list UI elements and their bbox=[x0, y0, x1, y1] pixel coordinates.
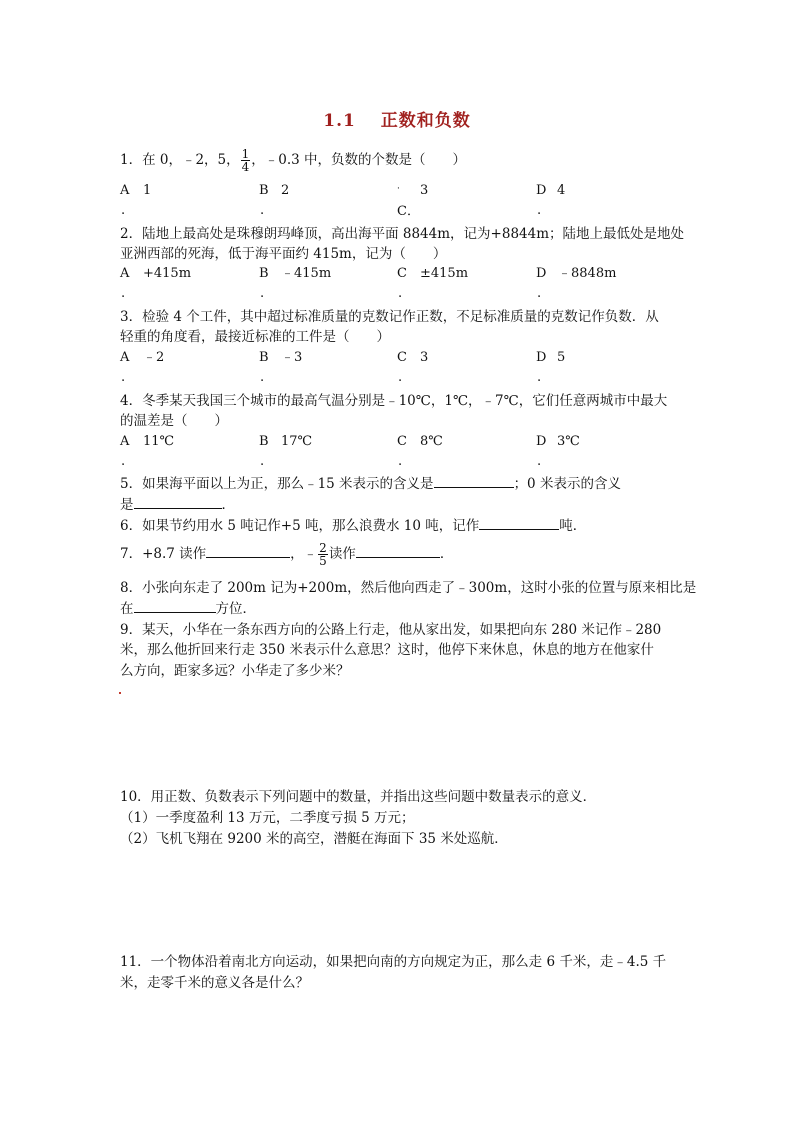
question-4-line-1: 4．冬季某天我国三个城市的最高气温分别是﹣10℃，1℃，﹣7℃，它们任意两城市中最大 bbox=[120, 393, 668, 409]
question-10-line-2: （1）一季度盈利 13 万元，二季度亏损 5 万元； bbox=[120, 810, 415, 826]
fraction-two-fifths bbox=[318, 542, 328, 567]
answer-blank[interactable] bbox=[434, 473, 514, 488]
option-d-letter: D bbox=[536, 183, 547, 198]
option-a-text: +415m bbox=[143, 266, 192, 281]
question-5-line-2 bbox=[120, 494, 235, 515]
question-10-line-1: 10．用正数、负数表示下列问题中的数量，并指出这些问题中数量表示的意义． bbox=[120, 789, 597, 805]
option-d-text: ﹣8848m bbox=[558, 266, 617, 281]
answer-blank[interactable] bbox=[134, 494, 222, 509]
option-b-dot: . bbox=[260, 203, 265, 218]
fraction-denominator: 5 bbox=[319, 554, 327, 568]
option-a-letter: A bbox=[120, 266, 130, 281]
question-11-line-2: 米，走零千米的意义各是什么？ bbox=[120, 975, 309, 991]
option-b-dot: . bbox=[260, 370, 265, 385]
option-d-dot: . bbox=[537, 286, 542, 301]
option-c-dot: . bbox=[398, 286, 403, 301]
option-b-text: 2 bbox=[281, 183, 290, 198]
question-7-text-end: ． bbox=[439, 546, 454, 562]
option-c-letter: C． bbox=[397, 204, 420, 219]
option-a-letter: A bbox=[120, 434, 130, 449]
option-a-dot: . bbox=[121, 286, 126, 301]
option-c-text: 3 bbox=[420, 350, 429, 365]
option-b-text: ﹣3 bbox=[281, 350, 303, 365]
question-3-line-2: 轻重的角度看，最接近标准的工件是（ ） bbox=[120, 329, 390, 345]
question-7-text: 7．+8.7 读作 bbox=[120, 546, 207, 562]
option-c-dot: . bbox=[398, 370, 403, 385]
question-5-text-after: ；0 米表示的含义 bbox=[513, 476, 621, 492]
option-b-dot: . bbox=[260, 454, 265, 469]
option-b-letter: B bbox=[259, 183, 269, 198]
question-6 bbox=[120, 515, 586, 536]
question-6-text: 6．如果节约用水 5 吨记作+5 吨，那么浪费水 10 吨，记作 bbox=[120, 518, 480, 534]
question-10-line-3: （2）飞机飞翔在 9200 米的高空，潜艇在海面下 35 米处巡航． bbox=[120, 831, 508, 847]
question-11-line-1: 11．一个物体沿着南北方向运动，如果把向南的方向规定为正，那么走 6 千米，走﹣4.5 千 bbox=[120, 954, 667, 970]
answer-blank[interactable] bbox=[356, 543, 440, 558]
option-c-letter: C bbox=[397, 434, 407, 449]
option-b-text: 17℃ bbox=[281, 434, 313, 449]
option-c-text: 3 bbox=[420, 183, 429, 198]
option-b-letter: B bbox=[259, 266, 269, 281]
option-d-dot: . bbox=[537, 454, 542, 469]
question-5-line-1 bbox=[120, 473, 621, 494]
answer-blank[interactable] bbox=[206, 543, 290, 558]
question-7-text-2: ，﹣ bbox=[290, 546, 318, 562]
option-c-mark: · bbox=[397, 184, 400, 194]
question-9-line-1: 9．某天，小华在一条东西方向的公路上行走，他从家出发，如果把向东 280 米记作﹣280 bbox=[120, 622, 662, 638]
question-7-text-3: 读作 bbox=[328, 546, 356, 562]
question-8-text-after: 方位． bbox=[215, 601, 256, 617]
option-a-text: 11℃ bbox=[143, 434, 175, 449]
page-title: 1.1 正数和负数 bbox=[323, 111, 471, 131]
option-d-text: 4 bbox=[557, 183, 566, 198]
question-5-text-2: 是 bbox=[120, 497, 134, 513]
option-b-letter: B bbox=[259, 350, 269, 365]
option-a-letter: A bbox=[120, 183, 130, 198]
option-c-letter: C bbox=[397, 350, 407, 365]
option-d-text: 5 bbox=[557, 350, 566, 365]
question-1-text-after: ，﹣0.3 中，负数的个数是（ ） bbox=[251, 152, 467, 168]
question-9-line-3: 么方向，距家多远？小华走了多少米？ bbox=[120, 663, 350, 679]
question-6-text-after: 吨． bbox=[559, 518, 587, 534]
option-c-text: 8℃ bbox=[420, 434, 443, 449]
option-a-dot: . bbox=[121, 370, 126, 385]
question-7 bbox=[120, 542, 453, 567]
question-1-text-before: 1．在 0，﹣2，5， bbox=[120, 152, 240, 168]
option-a-letter: A bbox=[120, 350, 130, 365]
option-a-text: ﹣2 bbox=[143, 350, 165, 365]
option-a-dot: . bbox=[121, 454, 126, 469]
option-d-dot: . bbox=[537, 370, 542, 385]
fraction-numerator: 1 bbox=[241, 147, 250, 161]
option-b-letter: B bbox=[259, 434, 269, 449]
fraction-numerator: 2 bbox=[319, 541, 327, 555]
option-c-dot: . bbox=[398, 454, 403, 469]
question-3-line-1: 3．检验 4 个工件，其中超过标准质量的克数记作正数，不足标准质量的克数记作负数．从 bbox=[120, 309, 659, 325]
option-c-letter: C bbox=[397, 266, 407, 281]
question-5-text: 5．如果海平面以上为正，那么﹣15 米表示的含义是 bbox=[120, 476, 434, 492]
question-1 bbox=[120, 148, 466, 173]
option-c-text: ±415m bbox=[420, 266, 469, 281]
option-a-text: 1 bbox=[143, 183, 152, 198]
question-8-line-2 bbox=[120, 598, 256, 619]
question-2-line-1: 2．陆地上最高处是珠穆朗玛峰顶，高出海平面 8844m，记为+8844m；陆地上最低处是地处 bbox=[120, 226, 685, 242]
question-8-text: 在 bbox=[120, 601, 134, 617]
fraction-one-quarter bbox=[241, 148, 251, 173]
fraction-denominator: 4 bbox=[241, 160, 250, 174]
option-b-text: ﹣415m bbox=[281, 266, 332, 281]
option-b-dot: . bbox=[260, 286, 265, 301]
answer-blank[interactable] bbox=[479, 515, 559, 530]
option-d-dot: . bbox=[537, 203, 542, 218]
question-8-line-1: 8．小张向东走了 200m 记为+200m，然后他向西走了﹣300m，这时小张的位置与原来相比是 bbox=[120, 580, 697, 596]
option-d-text: 3℃ bbox=[557, 434, 580, 449]
answer-blank[interactable] bbox=[134, 598, 216, 613]
stray-mark bbox=[119, 692, 121, 694]
option-a-dot: . bbox=[121, 203, 126, 218]
option-d-letter: D bbox=[536, 350, 547, 365]
option-d-letter: D bbox=[536, 266, 547, 281]
question-4-line-2: 的温差是（ ） bbox=[120, 413, 228, 429]
question-2-line-2: 亚洲西部的死海，低于海平面约 415m，记为（ ） bbox=[120, 246, 447, 262]
question-5-text-2-after: ． bbox=[221, 497, 235, 513]
option-d-letter: D bbox=[536, 434, 547, 449]
question-9-line-2: 米，那么他折回来行走 350 米表示什么意思？这时，他停下来休息，休息的地方在他家什 bbox=[120, 642, 654, 658]
